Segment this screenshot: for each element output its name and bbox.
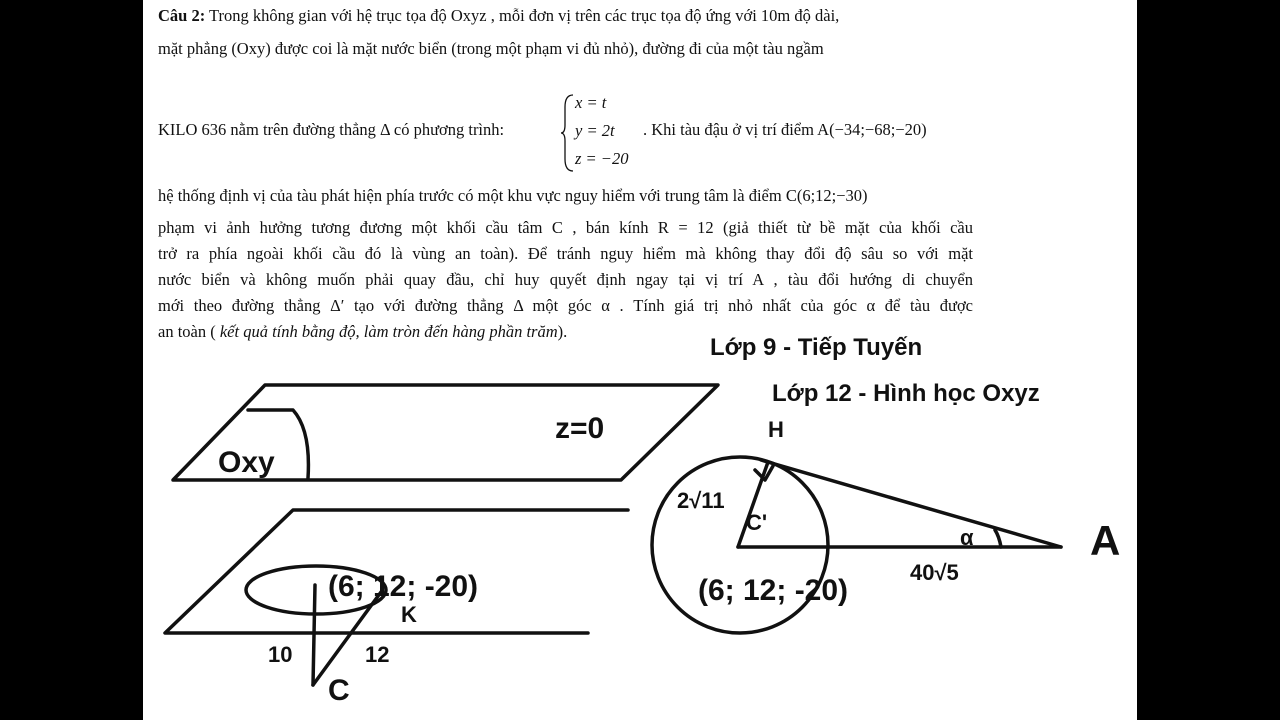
angle-arc xyxy=(995,530,1001,547)
oxy-plane-label: Oxy xyxy=(218,446,275,479)
distance-label: 40√5 xyxy=(910,560,959,585)
problem-line-6: trở ra phía ngoài khối cầu đó là vùng an toàn). Để tránh nguy hiểm mà không thay đổi độ sâu so với mặt xyxy=(158,244,973,263)
equation-x: x = t xyxy=(575,93,607,112)
point-h-label: H xyxy=(768,417,784,442)
question-label: Câu 2: xyxy=(158,6,206,25)
lesson-page xyxy=(143,0,1137,720)
problem-line-7: nước biển và không muốn phải quay đầu, chỉ huy quyết định ngay tại vị trí A , tàu đổi hướng di chuyển xyxy=(158,270,973,289)
tangent-line xyxy=(761,460,1061,547)
center-coordinates: (6; 12; -20) xyxy=(328,570,479,603)
heading-grade-12: Lớp 12 - Hình học Oxyz xyxy=(772,380,1040,407)
slant-segment xyxy=(313,592,381,685)
point-k-label: K xyxy=(401,602,417,627)
problem-line-9: an toàn ( kết quả tính bằng độ, làm tròn đến hàng phần trăm). xyxy=(158,322,568,341)
equation-y: y = 2t xyxy=(575,121,615,140)
c-prime-label: C' xyxy=(746,510,768,535)
problem-line-2: mặt phẳng (Oxy) được coi là mặt nước biển (trong một phạm vi đủ nhỏ), đường đi của một tàu ngầm xyxy=(158,39,824,58)
plane-equation-label: z=0 xyxy=(555,412,605,445)
rounding-note: kết quả tính bằng độ, làm tròn đến hàng phần trăm xyxy=(219,322,558,341)
circle-center-coordinates: (6; 12; -20) xyxy=(698,574,849,607)
alpha-label: α xyxy=(960,525,974,550)
radius-length-label: 2√11 xyxy=(677,488,725,513)
point-c-label: C xyxy=(328,674,350,707)
problem-line-5: phạm vi ảnh hưởng tương đương một khối cầu tâm C , bán kính R = 12 (giả thiết từ bề mặt của khối cầu xyxy=(158,218,973,237)
problem-line-8: mới theo đường thẳng Δ′ tạo với đường thẳng Δ một góc α . Tính giá trị nhỏ nhất của góc α để tàu được xyxy=(158,296,973,315)
problem-line-3b: . Khi tàu đậu ở vị trí điểm A(−34;−68;−20) xyxy=(643,120,927,139)
length-10-label: 10 xyxy=(268,642,293,667)
point-a-label: A xyxy=(1090,517,1121,564)
length-12-label: 12 xyxy=(365,642,390,667)
handwritten-sketch xyxy=(143,0,1137,720)
equation-z: z = −20 xyxy=(575,149,629,168)
problem-line-3a: KILO 636 nằm trên đường thẳng Δ có phương trình: xyxy=(158,120,505,139)
problem-line-4: hệ thống định vị của tàu phát hiện phía trước có một khu vực nguy hiểm với trung tâm là điểm C(6;12;−30) xyxy=(158,186,868,205)
heading-grade-9: Lớp 9 - Tiếp Tuyến xyxy=(710,334,923,361)
problem-line-1: Câu 2: Trong không gian với hệ trục tọa độ Oxyz , mỗi đơn vị trên các trục tọa độ ứng với 10m độ dài, xyxy=(158,6,840,25)
vertical-segment xyxy=(313,585,315,685)
